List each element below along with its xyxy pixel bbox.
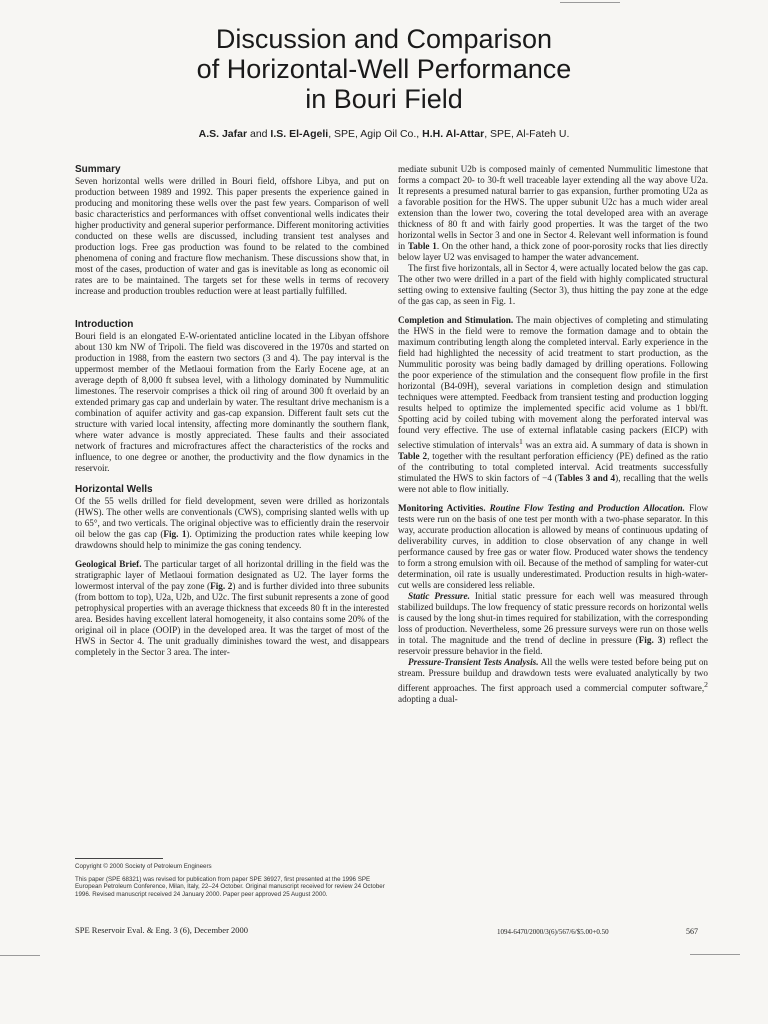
- static-pressure-heading: Static Pressure.: [408, 591, 470, 602]
- first-five-horizontals-text: The first five horizontals, all in Sector 4, were actually located below the gas cap. The other two were drilled in a part of the field with highly complicated structural setting owing to extensive faulting (Sector 3), thus hitting the pay zone at the edge of the gas cap, as seen in Fig. 1.: [398, 263, 708, 306]
- journal-citation: SPE Reservoir Eval. & Eng. 3 (6), December 2000: [75, 925, 249, 935]
- paper-title: [60, 24, 708, 114]
- copyright-notice: [75, 858, 389, 903]
- left-column: [75, 164, 389, 658]
- geological-brief-heading: Geological Brief.: [75, 559, 142, 569]
- author-el-ageli: I.S. El-Ageli: [270, 128, 329, 140]
- issn-code: 1094-6470/2000/3(6)/567/6/$5.00+0.50: [497, 928, 609, 936]
- author-al-attar: H.H. Al-Attar: [422, 128, 485, 140]
- page-number: 567: [686, 927, 698, 936]
- ref-1: 1: [519, 437, 523, 446]
- title-line-1: Discussion and Comparison: [215, 24, 553, 54]
- summary-heading: Summary: [75, 164, 121, 175]
- completion-heading: Completion and Stimulation.: [398, 315, 514, 325]
- footnote-rule: [75, 858, 163, 859]
- pressure-transient-text: Pressure-Transient Tests Analysis. All the wells were tested before being put on stream. Pressure buildup and drawdown tests were evaluated analytically by two different approaches. The first approach used a commercial computer software,$^2$ adopting a dual-: [398, 657, 709, 705]
- tables-3-4-ref: Tables 3 and 4: [557, 473, 616, 484]
- affiliation-agip: , SPE, Agip Oil Co.,: [328, 128, 423, 140]
- fig-3-ref: Fig. 3: [638, 635, 663, 646]
- author-and: and: [247, 128, 271, 140]
- scan-artifact-bottom-left: [0, 955, 40, 956]
- table-2-ref: Table 2: [398, 451, 428, 462]
- completion-text: Completion and Stimulation. The main objectives of completing and stimulating the HWS in the field were to remove the formation damage and to obtain the maximum contributing length along the completed interval. Early experience in the field had highlighted the necessity of acid treatment to start production, as the Nummulitic porosity was being badly damaged by drilling operations. Following the poor experience of the stimulation and the consequent flow profile in the first horizontal (B4-09H), several variations in completion design and stimulation techniques were attempted. Feedback from transient testing and production logging results helped to optimize the implemented specific acid volume as 1 bbl/ft. Spotting acid by coiled tubing with movement along the perforated interval was found very effective. The use of external inflatable casing packers (EICP) with selective stimulation of intervals$^1$ was an extra aid. A summary of data is shown in Table 2, together with the resultant perforation efficiency (PE) defined as the ratio of the contributing to total completed interval. Acid treatments successfully stimulated the HWS to skin factors of −4 (Tables 3 and 4), recalling that the wells were not able to flow initially.: [398, 315, 708, 495]
- title-line-3: in Bouri Field: [305, 84, 463, 114]
- ref-2: 2: [704, 680, 708, 690]
- right-column: [398, 164, 708, 705]
- pressure-transient-heading: Pressure-Transient Tests Analysis.: [408, 657, 539, 668]
- horizontal-wells-text: Of the 55 wells drilled for field development, seven were drilled as horizontals (HWS). The other wells are conventionals (CWS), comprising slanted wells with up to 65°, and two verticals. The original objective was to efficiently drain the reservoir oil below the gas cap (Fig. 1). Optimizing the production rates while keeping low drawdowns should help to minimize the gas coning tendency.: [75, 496, 389, 550]
- fig-1-ref: Fig. 1: [163, 529, 187, 539]
- author-jafar: A.S. Jafar: [198, 128, 248, 140]
- monitoring-heading: Monitoring Activities.: [398, 503, 486, 514]
- affiliation-al-fateh: , SPE, Al-Fateh U.: [484, 128, 570, 140]
- introduction-text: Bouri field is an elongated E-W-orientated anticline located in the Libyan offshore about 130 km NW of Tripoli. The field was discovered in the 1970s and started on production in 1988, from the eastern two sectors (3 and 4). The pay interval is the uppermost member of the Metlaoui formation from the Early Eocene age, at an average depth of 8,000 ft subsea level, with a lithology dominated by Nummulitic limestones. The reservoir comprises a thick oil ring of around 300 ft overlaid by an extended primary gas cap and underlain by water. The resultant drive mechanism is a combination of aquifer activity and gas-cap expansion. Different fault sets cut the structure with varied local intensity, affecting more dominantly the southern flank, where water advance is mostly appreciated. These faults and their associated network of fractures and microfractures affect the characteristics of the rocks and influence, to one degree or another, the productivity and the flow dynamics in the reservoir.: [75, 331, 389, 473]
- horizontal-wells-heading: Horizontal Wells: [75, 484, 153, 495]
- monitoring-text: Monitoring Activities. Routine Flow Testing and Production Allocation. Flow tests were run on the basis of one test per month with a two-phase separator. In this way, accurate production allocation is allowed by means of continuous updating of deliverability curves, in addition to close observation of any change in well performance caused by free gas or water flow. Produced water shows the tendency to form a strong emulsion with oil. Because of the method of sampling for water-cut determination, oil rate is usually underestimated. Production results in high-water-cut wells are considered less reliable.: [398, 503, 708, 591]
- scan-artifact-bottom-right: [690, 954, 740, 955]
- title-line-2: of Horizontal-Well Performance: [196, 54, 572, 84]
- flow-testing-heading: Routine Flow Testing and Production Allocation.: [485, 503, 685, 514]
- summary-text: Seven horizontal wells were drilled in Bouri field, offshore Libya, and put on production between 1989 and 1992. This paper presents the experience gained in producing and monitoring these wells over the past few years. Comparison of well basic characteristics and performances with offset conventional wells indicates their higher productivity and general superior performance. Different monitoring activities conducted on these wells are discussed, including transient test analyses and production logs. Free gas production was found to be related to the combined phenomena of coning and fracture flow mechanism. These discussions show that, in most of the cases, production of water and gas is inevitable as long as economic oil rates are to be maintained. The targets set for these wells in terms of recovery increase and production troubles reduction were at least partially fulfilled.: [75, 176, 389, 296]
- static-pressure-text: Static Pressure. Initial static pressure for each well was measured through stabilized buildups. The low frequency of static pressure records on horizontal wells is caused by the long shut-in times required for stabilization, with the corresponding loss of production. Nevertheless, some 26 pressure surveys were run on those wells in total. The magnitude and the trend of decline in pressure (Fig. 3) reflect the reservoir pressure behavior in the field.: [398, 591, 708, 657]
- table-1-ref: Table 1: [407, 241, 437, 251]
- revision-note: This paper (SPE 68321) was revised for publication from paper SPE 36927, first presented at the 1996 SPE European Petroleum Conference, Milan, Italy, 22–24 October. Original manuscript received for review 24 October 1996. Revised manuscript received 24 January 2000. Paper peer approved 25 August 2000.: [75, 875, 385, 898]
- geological-brief-text: Geological Brief. The particular target of all horizontal drilling in the field was the stratigraphic layer of Metlaoui formation designated as U2. The layer forms the lowermost interval of the pay zone (Fig. 2) and is further divided into three subunits (from bottom to top), U2a, U2b, and U2c. The first subunit represents a zone of good petrophysical properties with an average thickness that exceeds 80 ft in the interested area. Besides having excellent lateral homogeneity, it also contains some 20% of the original oil in place (OOIP) in the developed area. It was the target of most of the HWS in Sector 4. The unit gradually diminishes toward the west, and disappears completely in the Sector 3 area. The inter-: [75, 559, 390, 657]
- scan-artifact-top: [560, 2, 620, 3]
- copyright-line: Copyright © 2000 Society of Petroleum Engineers: [75, 863, 212, 870]
- author-line: [60, 128, 708, 140]
- introduction-heading: Introduction: [75, 319, 134, 330]
- subunit-text: mediate subunit U2b is composed mainly of cemented Nummulitic limestone that forms a compact 20- to 30-ft well traceable layer extending all the way above U2a. It represents a presumed natural barrier to gas expansion, further promoting U2a as a favorable position for the HWS. The upper subunit U2c has a much wider areal extension than the lower two, covering the total developed area with an average thickness of 80 ft and with fairly good properties. It was the target of the two horizontal wells in Sector 3 and one in Sector 4. Relevant well information is found in Table 1. On the other hand, a thick zone of poor-porosity rocks that lies directly below layer U2 was envisaged to hamper the water advancement.: [398, 164, 708, 262]
- fig-2-ref: Fig. 2: [210, 581, 233, 591]
